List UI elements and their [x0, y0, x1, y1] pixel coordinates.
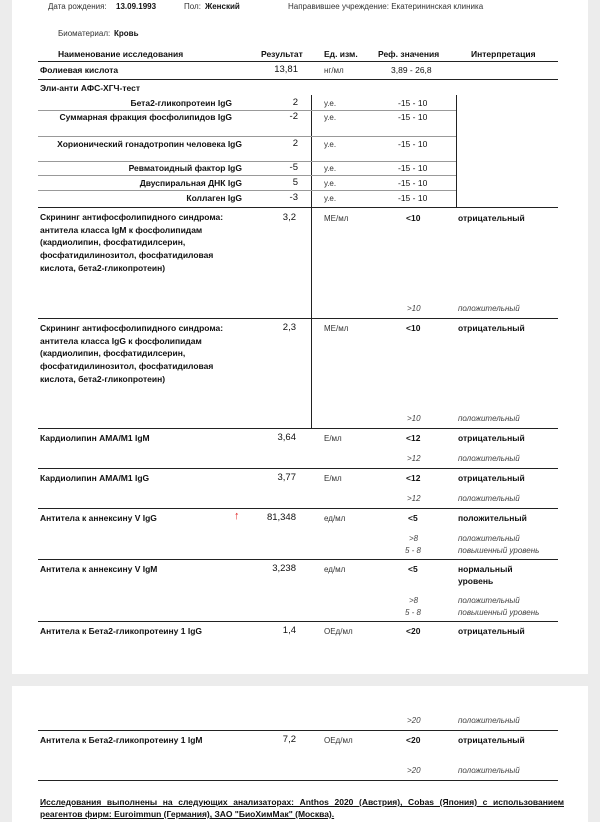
- afs-row-unit: у.е.: [324, 113, 337, 122]
- afs-row-name: Двуспиральная ДНК IgG: [139, 178, 242, 188]
- beta2-igm-ref2: >20: [407, 766, 421, 775]
- screening-igm-unit: МЕ/мл: [324, 214, 349, 223]
- high-flag-arrow-icon: ↑: [234, 510, 240, 522]
- screening-igm-ref2: >10: [407, 304, 421, 313]
- beta2-igg-ref: <20: [406, 626, 421, 636]
- cardio-igm-ref2: >12: [407, 454, 421, 463]
- cardio-igm-unit: Е/мл: [324, 434, 342, 443]
- annexin-igg-interp: положительный: [458, 513, 527, 523]
- folic-name: Фолиевая кислота: [40, 65, 119, 75]
- screening-igg-result: 2,3: [282, 322, 296, 333]
- beta2-igg-unit: ОЕд/мл: [324, 627, 353, 636]
- afs-row-ref: -15 - 10: [398, 98, 428, 108]
- col-header-ref: Реф. значения: [378, 49, 440, 59]
- dob-label: Дата рождения:: [48, 2, 107, 11]
- screening-igg-ref2: >10: [407, 414, 421, 423]
- afs-row-ref: -15 - 10: [398, 112, 428, 122]
- afs-row-unit: у.е.: [324, 99, 337, 108]
- cardio-igm-interp: отрицательный: [458, 433, 525, 443]
- beta2-igg-interp: отрицательный: [458, 626, 525, 636]
- beta2-igm-result: 7,2: [282, 734, 296, 745]
- afs-row-result: 2: [292, 97, 298, 108]
- screening-igm-interp: отрицательный: [458, 213, 525, 223]
- annexin-igg-unit: ед/мл: [324, 514, 346, 523]
- folic-result: 13,81: [274, 64, 298, 75]
- screening-igm-ref: <10: [406, 213, 421, 223]
- annexin-igm-ref2: >8: [409, 596, 419, 605]
- folic-ref: 3,89 - 26,8: [391, 65, 432, 75]
- sex-label: Пол:: [184, 2, 201, 11]
- screening-igg-ref: <10: [406, 323, 421, 333]
- afs-row-name: Бета2-гликопротеин IgG: [130, 98, 232, 108]
- biomaterial-label: Биоматериал:: [58, 29, 111, 38]
- screening-igg-name: Скрининг антифосфолипидного синдрома: антитела класса IgG к фосфолипидам (кардиолипин, фосфатидилсерин, фосфатидилинозитол, фосфатидиловая кислота, бета2-гликопротеин): [40, 323, 224, 384]
- annexin-igm-ref3: 5 - 8: [405, 608, 422, 617]
- screening-igm-result: 3,2: [282, 212, 296, 223]
- afs-row-result: -2: [289, 111, 298, 122]
- afs-row-ref: -15 - 10: [398, 178, 428, 188]
- annexin-igg-interp3: повышенный уровень: [458, 546, 540, 555]
- beta2-igg-result: 1,4: [282, 625, 296, 636]
- beta2-igm-interp: отрицательный: [458, 735, 525, 745]
- screening-igm-interp2: положительный: [458, 304, 520, 313]
- annexin-igm-interp: нормальный уровень: [458, 564, 513, 586]
- beta2-igm-ref: <20: [406, 735, 421, 745]
- annexin-igg-result: 81,348: [266, 512, 296, 523]
- report-page-2: [12, 686, 588, 822]
- annexin-igm-interp2: положительный: [458, 596, 520, 605]
- sex-value: Женский: [205, 2, 240, 11]
- afs-row-name: Суммарная фракция фосфолипидов IgG: [59, 112, 232, 122]
- analyzers-footnote: Исследования выполнены на следующих анализаторах: Anthos 2020 (Австрия), Cobas (Япония) с использованием реагентов фирм: Euroimmun (Германия), ЗАО "БиоХимМак" (Москва).: [40, 797, 564, 819]
- cardio-igg-ref: <12: [406, 473, 421, 483]
- beta2-igm-unit: ОЕд/мл: [324, 736, 353, 745]
- beta2-igg-interp2: положительный: [458, 716, 520, 725]
- screening-igg-unit: МЕ/мл: [324, 324, 349, 333]
- afs-row-name: Коллаген IgG: [186, 193, 242, 203]
- screening-igg-interp2: положительный: [458, 414, 520, 423]
- referring-institution: Направившее учреждение: Екатерининская клиника: [288, 2, 484, 11]
- beta2-igg-ref2: >20: [407, 716, 421, 725]
- biomaterial-value: Кровь: [114, 29, 139, 38]
- afs-row-unit: у.е.: [324, 179, 337, 188]
- cardio-igm-interp2: положительный: [458, 454, 520, 463]
- annexin-igm-ref: <5: [408, 564, 418, 574]
- annexin-igm-name: Антитела к аннексину V IgM: [40, 564, 158, 574]
- annexin-igg-interp2: положительный: [458, 534, 520, 543]
- annexin-igg-ref: <5: [408, 513, 418, 523]
- afs-row-result: 2: [292, 138, 298, 149]
- cardio-igm-result: 3,64: [277, 432, 296, 443]
- screening-igm-name: Скрининг антифосфолипидного синдрома: антитела класса IgM к фосфолипидам (кардиолипин, фосфатидилсерин, фосфатидилинозитол, фосфатидиловая кислота, бета2-гликопротеин): [40, 212, 224, 273]
- afs-row-ref: -15 - 10: [398, 139, 428, 149]
- afs-row-ref: -15 - 10: [398, 193, 428, 203]
- annexin-igg-ref2: >8: [409, 534, 419, 543]
- afs-row-unit: у.е.: [324, 164, 337, 173]
- dob-value: 13.09.1993: [116, 2, 157, 11]
- cardio-igg-interp: отрицательный: [458, 473, 525, 483]
- cardio-igg-unit: Е/мл: [324, 474, 342, 483]
- annexin-igm-result: 3,238: [272, 563, 296, 574]
- section-title: Эли-анти АФС-ХГЧ-тест: [40, 83, 141, 93]
- annexin-igm-unit: ед/мл: [324, 565, 346, 574]
- cardio-igg-result: 3,77: [277, 472, 296, 483]
- col-header-result: Результат: [261, 49, 303, 59]
- beta2-igg-name: Антитела к Бета2-гликопротеину 1 IgG: [40, 626, 203, 636]
- report-page-1: [12, 0, 588, 674]
- afs-row-result: -5: [289, 162, 298, 173]
- col-header-name: Наименование исследования: [58, 49, 184, 59]
- cardio-igg-ref2: >12: [407, 494, 421, 503]
- col-header-interp: Интерпретация: [471, 49, 536, 59]
- annexin-igg-name: Антитела к аннексину V IgG: [40, 513, 157, 523]
- afs-row-result: -3: [289, 192, 298, 203]
- screening-igg-interp: отрицательный: [458, 323, 525, 333]
- annexin-igg-ref3: 5 - 8: [405, 546, 422, 555]
- afs-row-unit: у.е.: [324, 194, 337, 203]
- afs-row-name: Хорионический гонадотропин человека IgG: [57, 139, 242, 149]
- col-header-unit: Ед. изм.: [324, 49, 358, 59]
- afs-row-name: Ревматоидный фактор IgG: [128, 163, 242, 173]
- annexin-igm-interp3: повышенный уровень: [458, 608, 540, 617]
- cardio-igg-name: Кардиолипин АМА/М1 IgG: [40, 473, 150, 483]
- folic-unit: нг/мл: [324, 66, 344, 75]
- beta2-igm-name: Антитела к Бета2-гликопротеину 1 IgM: [40, 735, 203, 745]
- afs-row-ref: -15 - 10: [398, 163, 428, 173]
- cardio-igm-ref: <12: [406, 433, 421, 443]
- afs-row-unit: у.е.: [324, 140, 337, 149]
- afs-row-result: 5: [292, 177, 298, 188]
- cardio-igm-name: Кардиолипин АМА/М1 IgM: [40, 433, 150, 443]
- cardio-igg-interp2: положительный: [458, 494, 520, 503]
- beta2-igm-interp2: положительный: [458, 766, 520, 775]
